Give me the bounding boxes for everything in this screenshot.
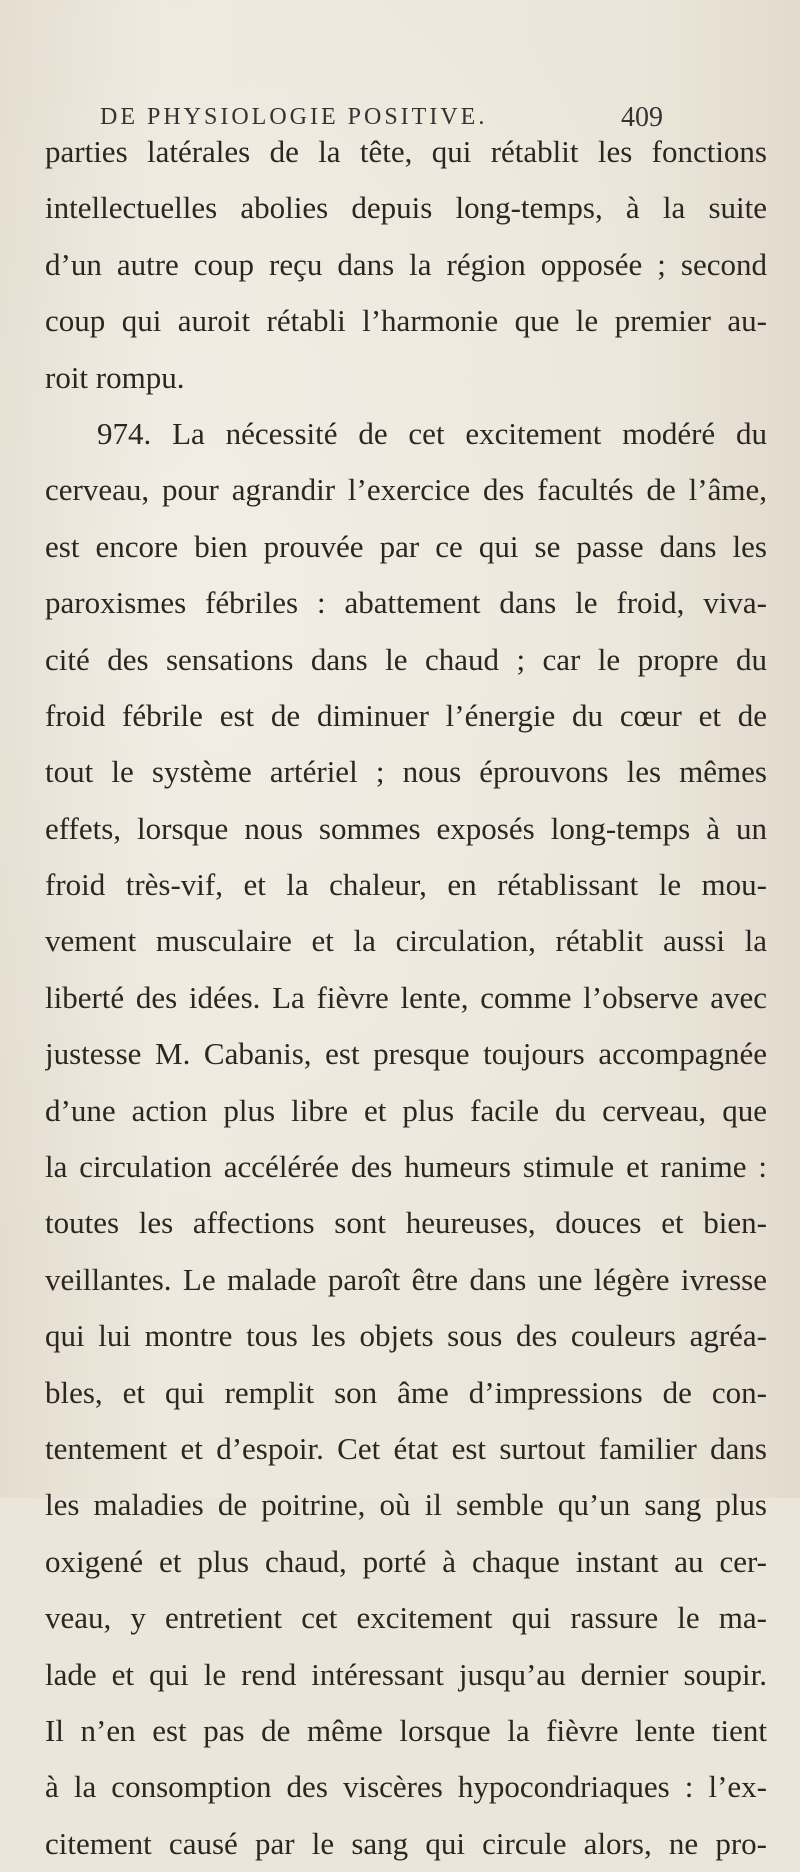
text-line: Il n’en est pas de même lorsque la fièvre lente tient: [45, 1712, 767, 1748]
text-line: veillantes. Le malade paroît être dans une légère ivresse: [45, 1261, 767, 1297]
text-line: intellectuelles abolies depuis long-temps, à la suite: [45, 190, 767, 226]
text-line: justesse M. Cabanis, est presque toujours accompagnée: [45, 1036, 767, 1072]
text-line: cité des sensations dans le chaud ; car le propre du: [45, 641, 767, 677]
text-line: coup qui auroit rétabli l’harmonie que le premier au-: [45, 303, 767, 339]
page-number: 409: [621, 102, 663, 133]
paragraph-start-line: 974. La nécessité de cet excitement modéré du: [97, 415, 767, 451]
text-line: froid fébrile est de diminuer l’énergie du cœur et de: [45, 697, 767, 733]
text-line: les maladies de poitrine, où il semble qu’un sang plus: [45, 1487, 767, 1523]
body-text: [45, 124, 767, 1872]
text-line: oxigené et plus chaud, porté à chaque instant au cer-: [45, 1543, 767, 1579]
text-line: est encore bien prouvée par ce qui se passe dans les: [45, 528, 767, 564]
text-line: tout le système artériel ; nous éprouvons les mêmes: [45, 754, 767, 790]
text-line: lade et qui le rend intéressant jusqu’au dernier soupir.: [45, 1656, 767, 1692]
text-line: qui lui montre tous les objets sous des couleurs agréa-: [45, 1318, 767, 1354]
text-line: effets, lorsque nous sommes exposés long-temps à un: [45, 810, 767, 846]
text-line: d’un autre coup reçu dans la région opposée ; second: [45, 246, 767, 282]
text-line: bles, et qui remplit son âme d’impressions de con-: [45, 1374, 767, 1410]
text-line: liberté des idées. La fièvre lente, comme l’observe avec: [45, 979, 767, 1015]
text-line: paroxismes fébriles : abattement dans le froid, viva-: [45, 585, 767, 621]
text-line: d’une action plus libre et plus facile du cerveau, que: [45, 1092, 767, 1128]
text-line: toutes les affections sont heureuses, douces et bien-: [45, 1205, 767, 1241]
text-line: parties latérales de la tête, qui rétablit les fonctions: [45, 134, 767, 169]
running-title: DE PHYSIOLOGIE POSITIVE.: [100, 104, 488, 130]
running-head: [100, 78, 663, 133]
text-line: la circulation accélérée des humeurs stimule et ranime :: [45, 1149, 767, 1185]
text-line: veau, y entretient cet excitement qui rassure le ma-: [45, 1600, 767, 1636]
text-line: cerveau, pour agrandir l’exercice des facultés de l’âme,: [45, 472, 767, 508]
text-line: à la consomption des viscères hypocondriaques : l’ex-: [45, 1769, 767, 1805]
text-line: roit rompu.: [45, 359, 185, 395]
text-line: froid très-vif, et la chaleur, en rétablissant le mou-: [45, 867, 767, 903]
text-line: tentement et d’espoir. Cet état est surtout familier dans: [45, 1430, 767, 1466]
text-line: vement musculaire et la circulation, rétablit aussi la: [45, 923, 767, 959]
text-line: citement causé par le sang qui circule alors, ne pro-: [45, 1825, 767, 1861]
